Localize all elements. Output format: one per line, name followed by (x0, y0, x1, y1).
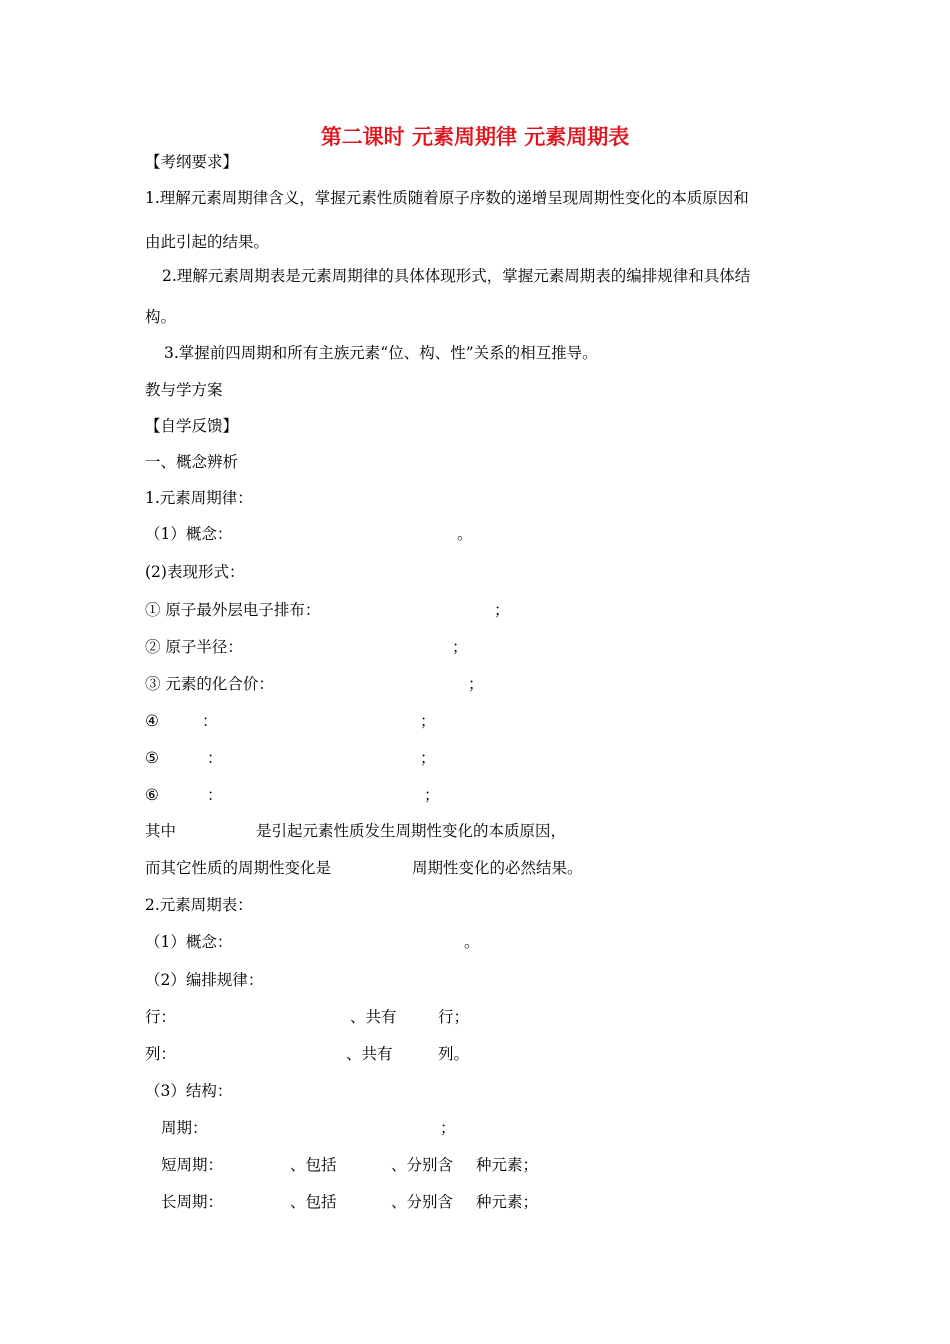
requirement-2-line-1: 2.理解元素周期表是元素周期律的具体体现形式，掌握元素周期表的编排规律和具体结 (162, 267, 751, 285)
plan-heading: 教与学方案 (145, 381, 223, 399)
form-3-end: ； (468, 675, 484, 693)
law-concept-end: 。 (457, 525, 473, 543)
long-period-end: 种元素； (476, 1193, 539, 1211)
table-concept-label: （1）概念： (145, 933, 233, 951)
page-title: 第二课时 元素周期律 元素周期表 (320, 124, 630, 149)
long-period-label: 长周期： (161, 1193, 224, 1211)
period-label: 周期： (161, 1119, 208, 1137)
form-1-end: ； (494, 601, 510, 619)
form-5-end: ； (420, 749, 436, 767)
kaogang-header: 【考纲要求】 (145, 153, 239, 171)
form-4-label: ④ (145, 712, 159, 730)
requirement-1-line-1: 1.理解元素周期律含义，掌握元素性质随着原子序数的递增呈现周期性变化的本质原因和 (145, 189, 749, 207)
row-rule-end: 行； (438, 1008, 470, 1026)
erqi-rest: 周期性变化的必然结果。 (412, 859, 583, 877)
form-6-colon: ： (207, 786, 223, 804)
period-end: ； (440, 1119, 456, 1137)
short-period-end: 种元素； (476, 1156, 539, 1174)
long-period-contain: 、分别含 (391, 1193, 454, 1211)
table-heading: 2.元素周期表： (145, 896, 253, 914)
table-concept-end: 。 (464, 933, 480, 951)
short-period-label: 短周期： (161, 1156, 224, 1174)
short-period-include: 、包括 (290, 1156, 337, 1174)
col-rule-label: 列： (145, 1045, 177, 1063)
requirement-1-line-2: 由此引起的结果。 (145, 233, 270, 251)
short-period-contain: 、分别含 (391, 1156, 454, 1174)
form-4-colon: ： (202, 712, 218, 730)
col-rule-end: 列。 (438, 1045, 470, 1063)
requirement-2-line-2: 构。 (145, 308, 177, 326)
row-rule-label: 行： (145, 1008, 177, 1026)
form-3-label: ③ 元素的化合价： (145, 675, 274, 693)
long-period-include: 、包括 (290, 1193, 337, 1211)
qizhong-start: 其中 (145, 822, 177, 840)
section-heading: 一、概念辨析 (145, 453, 239, 471)
law-concept-label: （1）概念： (145, 525, 233, 543)
qizhong-rest: 是引起元素性质发生周期性变化的本质原因， (256, 822, 567, 840)
col-rule-middle: 、共有 (346, 1045, 393, 1063)
form-6-end: ； (424, 786, 440, 804)
form-1-label: ① 原子最外层电子排布： (145, 601, 321, 619)
zixue-header: 【自学反馈】 (145, 417, 239, 435)
form-5-colon: ： (207, 749, 223, 767)
structure-heading: （3）结构： (145, 1082, 233, 1100)
erqi-start: 而其它性质的周期性变化是 (145, 859, 332, 877)
form-4-end: ； (420, 712, 436, 730)
law-heading: 1.元素周期律： (145, 489, 253, 507)
requirement-3: 3.掌握前四周期和所有主族元素“位、构、性”关系的相互推导。 (164, 344, 598, 362)
row-rule-middle: 、共有 (350, 1008, 397, 1026)
law-forms-heading: (2)表现形式： (145, 563, 245, 581)
table-rules-heading: （2）编排规律： (145, 971, 264, 989)
form-6-label: ⑥ (145, 786, 159, 804)
form-2-label: ② 原子半径： (145, 638, 243, 656)
form-5-label: ⑤ (145, 749, 159, 767)
form-2-end: ； (452, 638, 468, 656)
